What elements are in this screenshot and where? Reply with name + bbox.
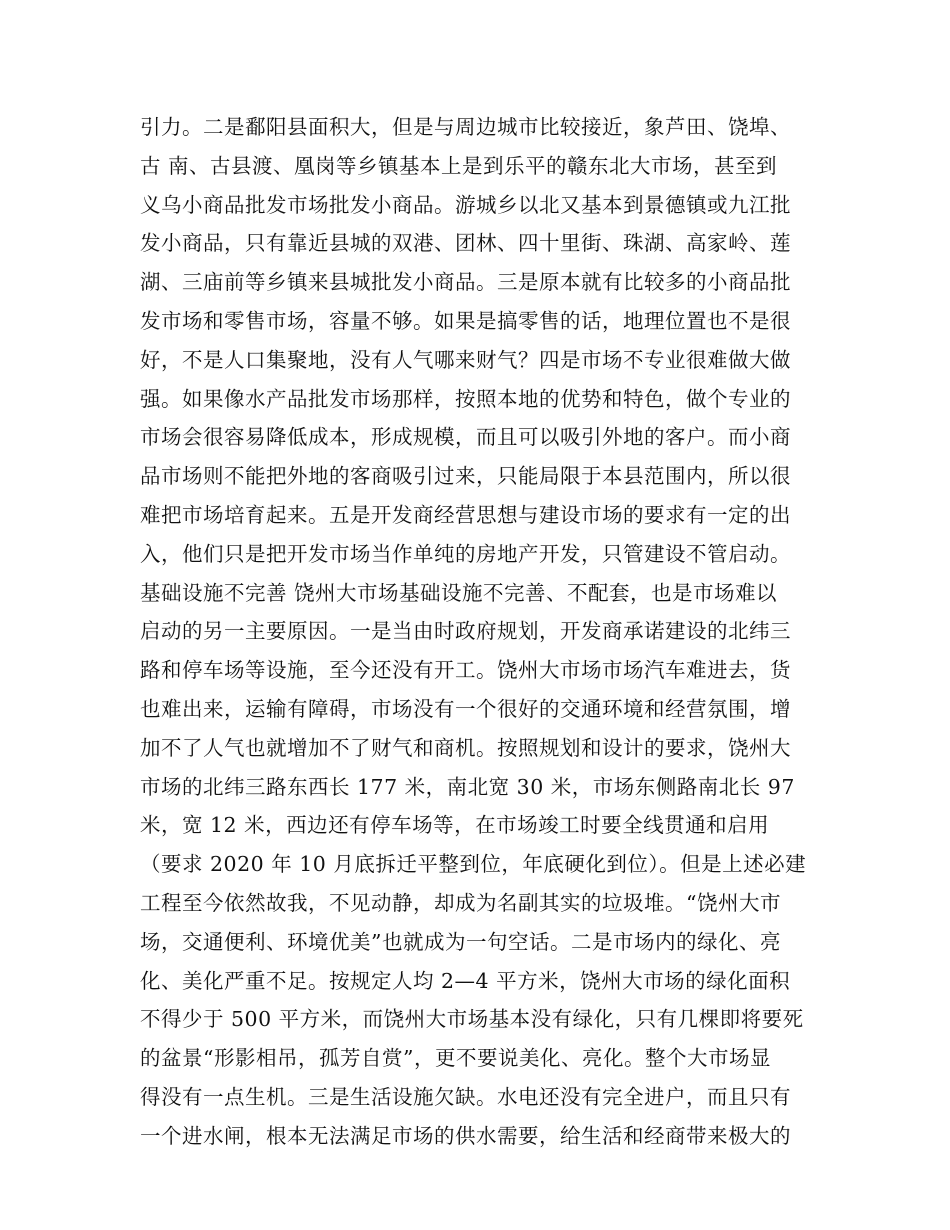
- text-line-18: 市场的北纬三路东西长 177 米，南北宽 30 米，市场东侧路南北长 97: [140, 774, 795, 799]
- text-line-21: 工程至今依然故我，不见动静，却成为名副其实的垃圾堆。“饶州大市: [140, 890, 781, 915]
- text-line-27: 一个进水闸，根本无法满足市场的供水需要，给生活和经商带来极大的: [140, 1123, 791, 1148]
- text-line-4: 发小商品，只有靠近县城的双港、团林、四十里街、珠湖、高家岭、莲: [140, 231, 791, 256]
- text-line-7: 好，不是人口集聚地，没有人气哪来财气？四是市场不专业很难做大做: [140, 347, 791, 372]
- text-line-25: 的盆景“形影相吊，孤芳自赏”，更不要说美化、亮化。整个大市场显: [140, 1046, 771, 1071]
- text-line-20: （要求 2020 年 10 月底拆迁平整到位，年底硬化到位）。但是上述必建: [140, 852, 807, 877]
- text-line-23: 化、美化严重不足。按规定人均 2—4 平方米，饶州大市场的绿化面积: [140, 968, 791, 993]
- text-line-9: 市场会很容易降低成本，形成规模，而且可以吸引外地的客户。而小商: [140, 425, 791, 450]
- text-line-11: 难把市场培育起来。五是开发商经营思想与建设市场的要求有一定的出: [140, 502, 791, 527]
- text-line-6: 发市场和零售市场，容量不够。如果是搞零售的话，地理位置也不是很: [140, 308, 791, 333]
- text-line-13: 基础设施不完善 饶州大市场基础设施不完善、不配套，也是市场难以: [140, 580, 778, 605]
- text-line-24: 不得少于 500 平方米，而饶州大市场基本没有绿化，只有几棵即将要死: [140, 1007, 804, 1032]
- text-line-26: 得没有一点生机。三是生活设施欠缺。水电还没有完全进户，而且只有: [140, 1084, 791, 1109]
- text-line-3: 义乌小商品批发市场批发小商品。游城乡以北又基本到景德镇或九江批: [140, 192, 791, 217]
- text-line-1: 引力。二是鄱阳县面积大，但是与周边城市比较接近，象芦田、饶埠、: [140, 115, 791, 139]
- text-line-17: 加不了人气也就增加不了财气和商机。按照规划和设计的要求，饶州大: [140, 735, 791, 760]
- text-line-2: 古 南、古县渡、凰岗等乡镇基本上是到乐平的赣东北大市场，甚至到: [140, 153, 778, 178]
- text-line-15: 路和停车场等设施，至今还没有开工。饶州大市场市场汽车难进去，货: [140, 658, 791, 683]
- text-line-14: 启动的另一主要原因。一是当由时政府规划，开发商承诺建设的北纬三: [140, 619, 791, 644]
- text-line-19: 米，宽 12 米，西边还有停车场等，在市场竣工时要全线贯通和启用: [140, 813, 770, 838]
- text-line-12: 入，他们只是把开发市场当作单纯的房地产开发，只管建设不管启动。: [140, 541, 791, 566]
- text-line-8: 强。如果像水产品批发市场那样，按照本地的优势和特色，做个专业的: [140, 386, 791, 411]
- text-line-16: 也难出来，运输有障碍，市场没有一个很好的交通环境和经营氛围，增: [140, 696, 791, 721]
- text-line-10: 品市场则不能把外地的客商吸引过来，只能局限于本县范围内，所以很: [140, 464, 791, 489]
- text-line-5: 湖、三庙前等乡镇来县城批发小商品。三是原本就有比较多的小商品批: [140, 270, 791, 295]
- text-line-22: 场，交通便利、环境优美”也就成为一句空话。二是市场内的绿化、亮: [140, 929, 781, 954]
- body-text: [140, 108, 820, 1156]
